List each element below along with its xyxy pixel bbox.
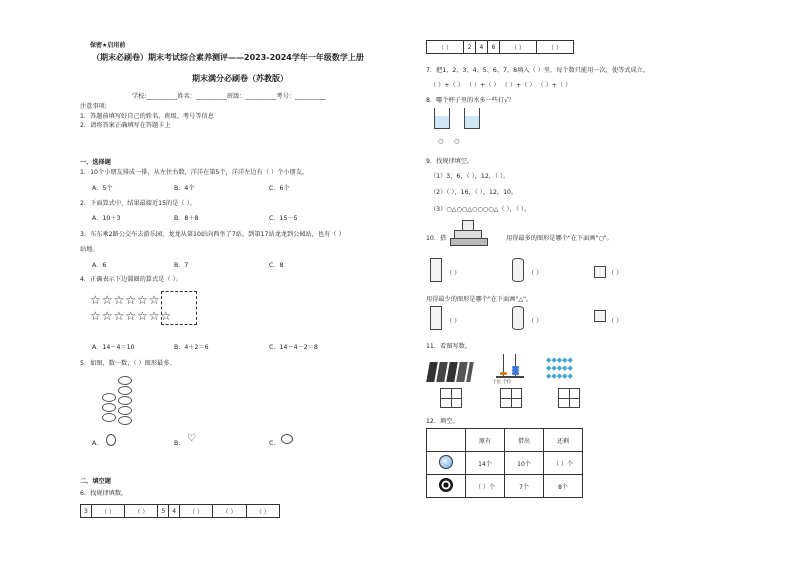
exam-title-line1: （期末必刷卷）期末考试综合素养测评——2023-2024学年一年级数学上册 — [92, 53, 364, 62]
q10-instruction-1: 用得最多的图形是哪个"在下面画"○"。 — [506, 235, 613, 242]
note-1: 1．答题前填写好自己的姓名、班级、考号等信息 — [80, 113, 214, 120]
q12-row2-icon-cell — [427, 475, 466, 498]
seq-cell[interactable]: （ ） — [125, 505, 158, 518]
star-row-2: ☆☆☆☆☆☆☆ — [90, 309, 173, 323]
seq-cell[interactable]: （ ） — [499, 41, 536, 54]
seq-cell: 4 — [475, 41, 487, 54]
q10-answer-cylinder[interactable]: （ ） — [528, 270, 543, 277]
exam-title-line2: 期末满分必刷卷（苏教版） — [192, 74, 288, 83]
q10-instruction-2: 用得最少的图形是哪个"在下面画"△"。 — [426, 296, 533, 303]
q12-header-cell: 还剩 — [544, 429, 583, 452]
cube-icon — [594, 310, 606, 322]
q4-option-a: A．14－4＝10 — [92, 344, 135, 351]
q6-sequence-row1 — [80, 504, 280, 518]
q10-answer-cylinder-2[interactable]: （ ） — [528, 318, 543, 325]
q12-table — [426, 428, 583, 498]
q2-option-a: A．10＋3 — [92, 215, 121, 222]
question-12: 12．填空。 — [426, 418, 459, 425]
cuboid-icon — [430, 306, 442, 330]
star-row-1: ☆☆☆☆☆☆ — [90, 293, 161, 307]
q5-option-c: C． — [269, 440, 280, 447]
q4-option-b: B．4＋2＝6 — [174, 344, 209, 351]
question-5: 5．如图，数一数，（ ）图形最多。 — [80, 360, 176, 367]
section1-title: 一、选择题 — [80, 159, 111, 166]
question-2: 2．下面算式中，结果最接近15的是（ ）。 — [80, 200, 196, 207]
q12-header-cell: 原有 — [466, 429, 505, 452]
q3-option-a: A．6 — [92, 262, 107, 269]
q3-option-b: B．7 — [174, 262, 189, 269]
q12-cell: 7个 — [505, 475, 544, 498]
block-structure-picture — [450, 220, 486, 246]
seq-cell: 4 — [169, 505, 180, 518]
seq-cell[interactable]: （ ） — [213, 505, 246, 518]
question-11: 11．看图写数。 — [426, 343, 471, 350]
q6-sequence-row2 — [426, 40, 574, 54]
cylinder-icon — [512, 258, 524, 282]
q1-option-b: B．4个 — [174, 185, 195, 192]
fish-picture: ◆◆◆◆◆ ◆◆◆◆◆ ◆◆◆◆◆ — [546, 356, 573, 380]
cuboid-icon — [430, 258, 442, 282]
question-3-line2: 站地。 — [80, 246, 99, 253]
question-8: 8．哪个杯子里的水多一些打√？ — [426, 97, 515, 104]
seq-cell: 6 — [487, 41, 499, 54]
q1-option-a: A．5个 — [92, 185, 113, 192]
q10-answer-cuboid-2[interactable]: （ ） — [446, 318, 461, 325]
q12-cell: 8个 — [544, 475, 583, 498]
seq-cell[interactable]: （ ） — [427, 41, 464, 54]
student-info-line: 学校:__________姓名：__________班级：__________考号：__________ — [132, 93, 326, 100]
q12-cell: 14个 — [466, 452, 505, 475]
note-2: 2．请将答案正确填写在答题卡上 — [80, 122, 171, 129]
q5-option-a: A． — [92, 440, 103, 447]
abacus-labels: 十位 个位 — [492, 380, 512, 385]
seq-cell[interactable]: （ ） — [246, 505, 279, 518]
q9-item-1: （1）3，6，（ ），12，（ ）。 — [430, 173, 510, 180]
q9-item-2: （2）（ ），16，（ ），12，10。 — [430, 189, 518, 196]
seq-cell[interactable]: （ ） — [536, 41, 573, 54]
q1-option-c: C．6个 — [269, 185, 290, 192]
q10-answer-cube-2[interactable]: （ ） — [608, 318, 623, 325]
q12-cell[interactable]: （ ）个 — [466, 475, 505, 498]
cube-icon — [594, 266, 606, 278]
notes-title: 注意事项: — [80, 103, 107, 110]
heart-icon: ♡ — [187, 433, 196, 444]
question-4: 4．正确表示下边圆圈的算式是（ ）。 — [80, 276, 182, 283]
cylinder-icon — [512, 306, 524, 330]
q2-option-c: C．15－5 — [269, 215, 298, 222]
seq-cell[interactable]: （ ） — [91, 505, 124, 518]
q3-option-c: C．8 — [269, 262, 284, 269]
leaf-shape-icon — [281, 434, 293, 444]
question-6: 6．找规律填数。 — [80, 490, 128, 497]
q12-cell[interactable]: （ ）个 — [544, 452, 583, 475]
dashed-group-box — [161, 291, 197, 325]
question-7: 7．把1、2、3、4、5、6、7、8填入（ ）里，每个数只能用一次，使等式成立。 — [426, 67, 650, 74]
seq-cell: 5 — [158, 505, 169, 518]
question-3-line1: 3．东东乘2路公交车去游乐园，龙龙从第10站向西坐了7站，到第17站龙龙到公园站，也有（ ） — [80, 231, 345, 238]
q2-option-b: B．8＋8 — [174, 215, 199, 222]
cup-left — [434, 108, 450, 129]
section2-title: 二、填空题 — [80, 478, 111, 485]
q12-row1-icon-cell — [427, 452, 466, 475]
question-10: 10．搭 — [426, 235, 447, 242]
q5-option-b: B． — [174, 440, 185, 447]
q9-item-3: （3）○△○○△○○○○△（ ），（ ）。 — [430, 206, 531, 213]
q12-header-cell: 借出 — [505, 429, 544, 452]
cup-left-mark[interactable]: ○ — [438, 138, 444, 145]
q10-answer-cube[interactable]: （ ） — [608, 270, 623, 277]
question-9: 9．找规律填空。 — [426, 158, 474, 165]
seq-cell: 3 — [81, 505, 92, 518]
q4-option-c: C．14－4－2＝8 — [269, 344, 318, 351]
secret-mark: 保密★启用前 — [90, 42, 126, 49]
q12-cell: 10个 — [505, 452, 544, 475]
q7-blanks[interactable]: （ ）+（ ） （ ）+（ ） （ ）+（ ） （ ）+（ ） — [430, 82, 572, 89]
seq-cell: 2 — [464, 41, 476, 54]
q11-answer-box-1[interactable] — [440, 388, 462, 408]
q11-answer-box-3[interactable] — [558, 388, 580, 408]
oval-icon — [106, 434, 116, 446]
q12-header-cell — [427, 429, 466, 452]
seq-cell[interactable]: （ ） — [180, 505, 213, 518]
cup-right-mark[interactable]: ○ — [454, 138, 460, 145]
cup-right — [464, 108, 480, 129]
soccer-ball-icon — [439, 478, 453, 492]
stick-bundles-picture — [428, 362, 474, 382]
q11-answer-box-2[interactable] — [500, 388, 522, 408]
volleyball-icon — [439, 455, 453, 469]
q10-answer-cuboid[interactable]: （ ） — [446, 270, 461, 277]
question-1: 1．10个小朋友排成一排，从左往右数，洋洋在第5个，洋洋左边有（ ）个小朋友。 — [80, 169, 309, 176]
